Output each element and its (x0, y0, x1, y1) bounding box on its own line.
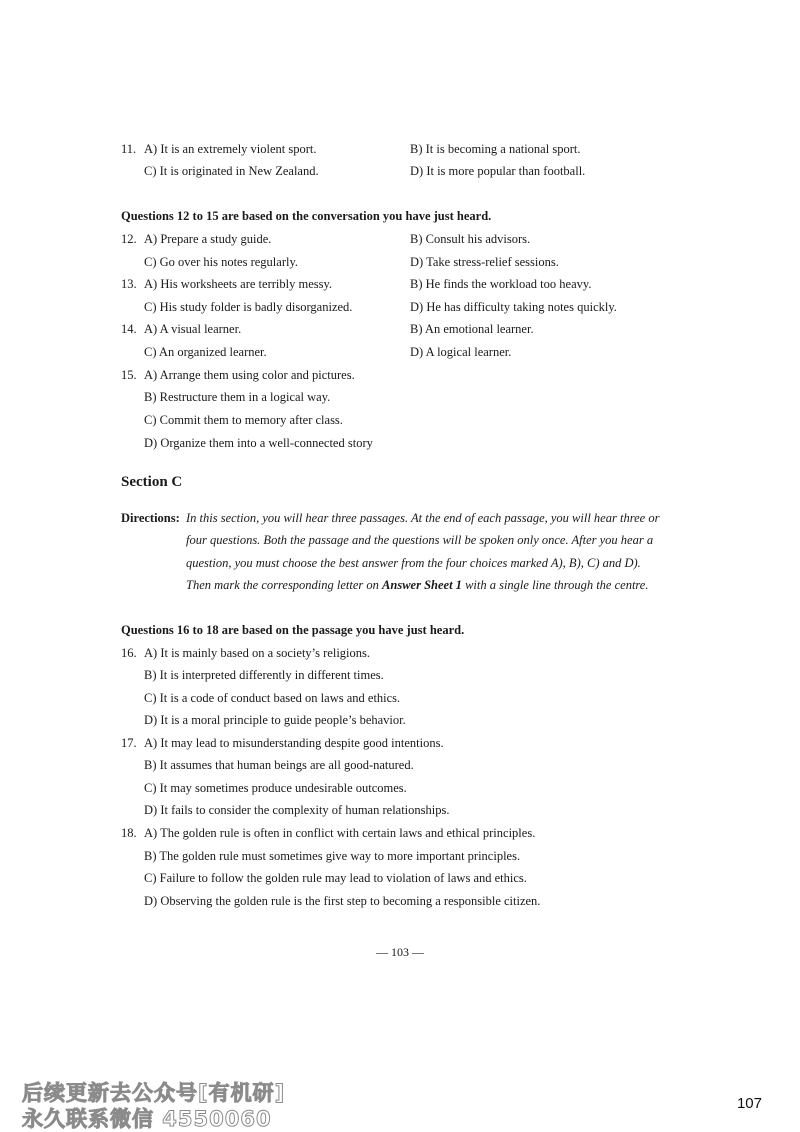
question-16-option-c: C) It is a code of conduct based on laws and ethics. (144, 691, 401, 705)
question-15-option-b: B) Restructure them in a logical way. (144, 390, 331, 404)
question-18-number: 18. (121, 826, 137, 840)
question-13-option-b: B) He finds the workload too heavy. (410, 277, 592, 291)
section-c-title: Section C (121, 474, 183, 490)
question-11-option-d: D) It is more popular than football. (410, 164, 586, 178)
directions-line-4 (186, 578, 649, 593)
question-12-option-b: B) Consult his advisors. (410, 232, 531, 246)
question-17-option-a: A) It may lead to misunderstanding despite good intentions. (144, 736, 444, 750)
answer-sheet-label: Answer Sheet 1 (382, 578, 462, 592)
question-11-option-a: A) It is an extremely violent sport. (144, 142, 317, 156)
questions-16-18-heading: Questions 16 to 18 are based on the passage you have just heard. (121, 623, 465, 637)
question-18-option-d: D) Observing the golden rule is the first step to becoming a responsible citizen. (144, 894, 541, 908)
question-13-option-d: D) He has difficulty taking notes quickly. (410, 300, 617, 314)
question-15-option-c: C) Commit them to memory after class. (144, 413, 343, 427)
question-14-option-c: C) An organized learner. (144, 345, 267, 359)
directions-line-4-post: with a single line through the centre. (461, 578, 649, 592)
question-17-option-d: D) It fails to consider the complexity of human relationships. (144, 803, 450, 817)
watermark-line-2: 永久联系微信 4550060 (22, 1107, 272, 1131)
question-14-option-d: D) A logical learner. (410, 345, 512, 359)
question-14-option-a: A) A visual learner. (144, 322, 242, 336)
directions-label (121, 511, 180, 526)
question-17-number: 17. (121, 736, 137, 750)
question-18-option-a: A) The golden rule is often in conflict with certain laws and ethical principles. (144, 826, 536, 840)
question-11-option-c: C) It is originated in New Zealand. (144, 164, 319, 178)
question-12-option-d: D) Take stress-relief sessions. (410, 255, 559, 269)
question-13-option-c: C) His study folder is badly disorganized. (144, 300, 353, 314)
question-17-option-b: B) It assumes that human beings are all good-natured. (144, 758, 414, 772)
directions-line-1: In this section, you will hear three passages. At the end of each passage, you will hear three or (186, 511, 660, 525)
question-18-option-c: C) Failure to follow the golden rule may lead to violation of laws and ethics. (144, 871, 527, 885)
question-11-number: 11. (121, 142, 137, 156)
question-16-option-d: D) It is a moral principle to guide people’s behavior. (144, 713, 406, 727)
question-11-option-b: B) It is becoming a national sport. (410, 142, 581, 156)
directions-label-text: Directions: (121, 511, 180, 525)
question-12-option-a: A) Prepare a study guide. (144, 232, 272, 246)
question-16-option-a: A) It is mainly based on a society’s religions. (144, 646, 371, 660)
questions-12-15-heading: Questions 12 to 15 are based on the conversation you have just heard. (121, 209, 492, 223)
watermark-line-1: 后续更新去公众号[有机研] (22, 1081, 286, 1105)
watermark (22, 1080, 285, 1132)
page-number: 107 (736, 1095, 762, 1112)
directions-line-2: four questions. Both the passage and the questions will be spoken only once. After you hear a (186, 533, 654, 547)
question-15-number: 15. (121, 368, 137, 382)
question-15-option-d: D) Organize them into a well-connected story (144, 436, 373, 450)
question-14-option-b: B) An emotional learner. (410, 322, 534, 336)
question-14-number: 14. (121, 322, 137, 336)
question-15-option-a: A) Arrange them using color and pictures. (144, 368, 355, 382)
question-18-option-b: B) The golden rule must sometimes give way to more important principles. (144, 849, 521, 863)
directions-line-3: question, you must choose the best answer from the four choices marked A), B), C) and D). (186, 556, 641, 570)
question-16-number: 16. (121, 646, 137, 660)
directions-line-4-pre: Then mark the corresponding letter on (186, 578, 383, 592)
question-16-option-b: B) It is interpreted differently in different times. (144, 668, 384, 682)
page-footer: — 103 — (376, 945, 424, 959)
question-12-option-c: C) Go over his notes regularly. (144, 255, 299, 269)
question-13-number: 13. (121, 277, 137, 291)
question-17-option-c: C) It may sometimes produce undesirable outcomes. (144, 781, 407, 795)
question-13-option-a: A) His worksheets are terribly messy. (144, 277, 333, 291)
question-12-number: 12. (121, 232, 137, 246)
